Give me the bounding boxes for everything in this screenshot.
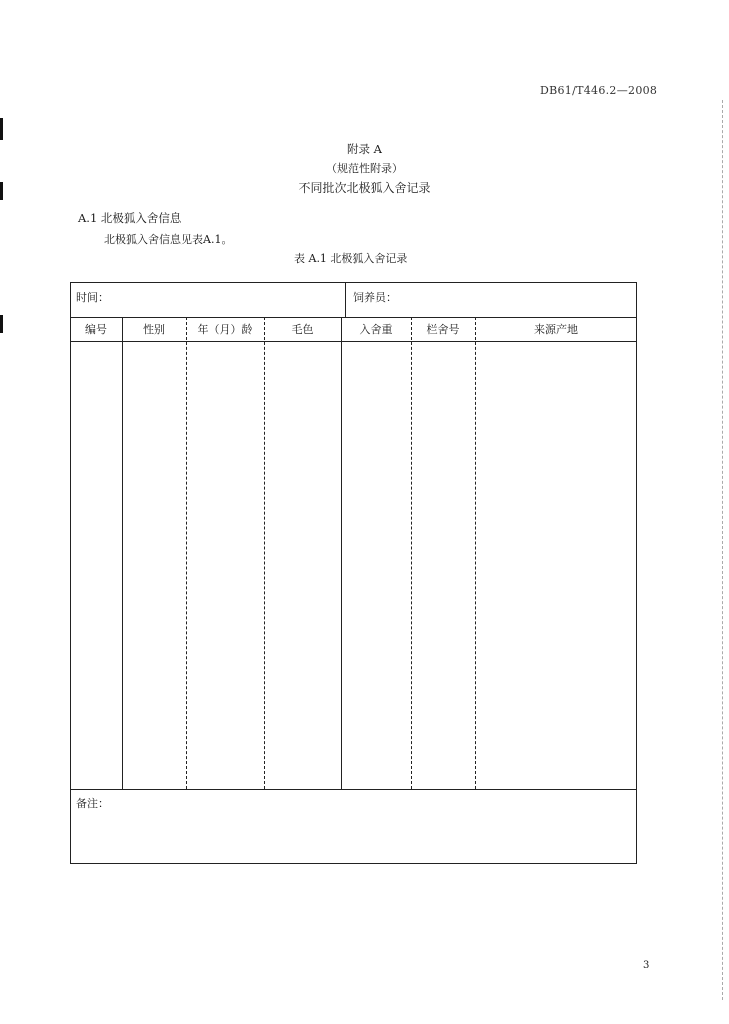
scan-margin-mark	[0, 315, 3, 333]
info-row-divider	[345, 282, 346, 317]
remarks-label: 备注：	[76, 797, 109, 810]
column-divider	[264, 317, 265, 789]
column-header-coat-color: 毛色	[291, 323, 314, 336]
standard-code: DB61/T446.2—2008	[540, 84, 658, 97]
column-divider	[411, 317, 412, 789]
column-header-id: 编号	[85, 323, 107, 336]
time-label: 时间：	[76, 291, 109, 304]
column-header-entry-weight: 入舍重	[359, 323, 393, 336]
column-header-origin: 来源产地	[534, 323, 578, 336]
header-row-bottom	[70, 341, 637, 342]
column-divider	[122, 317, 123, 789]
section-heading: A.1 北极狐入舍信息	[78, 211, 182, 225]
page-number: 3	[643, 960, 650, 971]
column-divider	[341, 317, 342, 789]
appendix-type: （规范性附录）	[326, 162, 403, 175]
appendix-title: 附录 A	[347, 142, 382, 156]
column-header-age: 年（月）龄	[197, 323, 253, 336]
keeper-label: 饲养员：	[353, 291, 397, 304]
column-header-pen-number: 栏舍号	[426, 323, 460, 336]
info-row-bottom	[70, 317, 637, 318]
record-table	[70, 282, 637, 864]
scan-margin-mark	[0, 118, 3, 140]
column-divider	[186, 317, 187, 789]
remarks-row-top	[70, 789, 637, 790]
column-header-sex: 性别	[143, 323, 165, 336]
appendix-name: 不同批次北极狐入舍记录	[298, 181, 431, 195]
scan-edge	[722, 100, 723, 1000]
column-divider	[475, 317, 476, 789]
section-body: 北极狐入舍信息见表A.1。	[104, 233, 233, 246]
table-caption: 表 A.1 北极狐入舍记录	[294, 252, 408, 265]
